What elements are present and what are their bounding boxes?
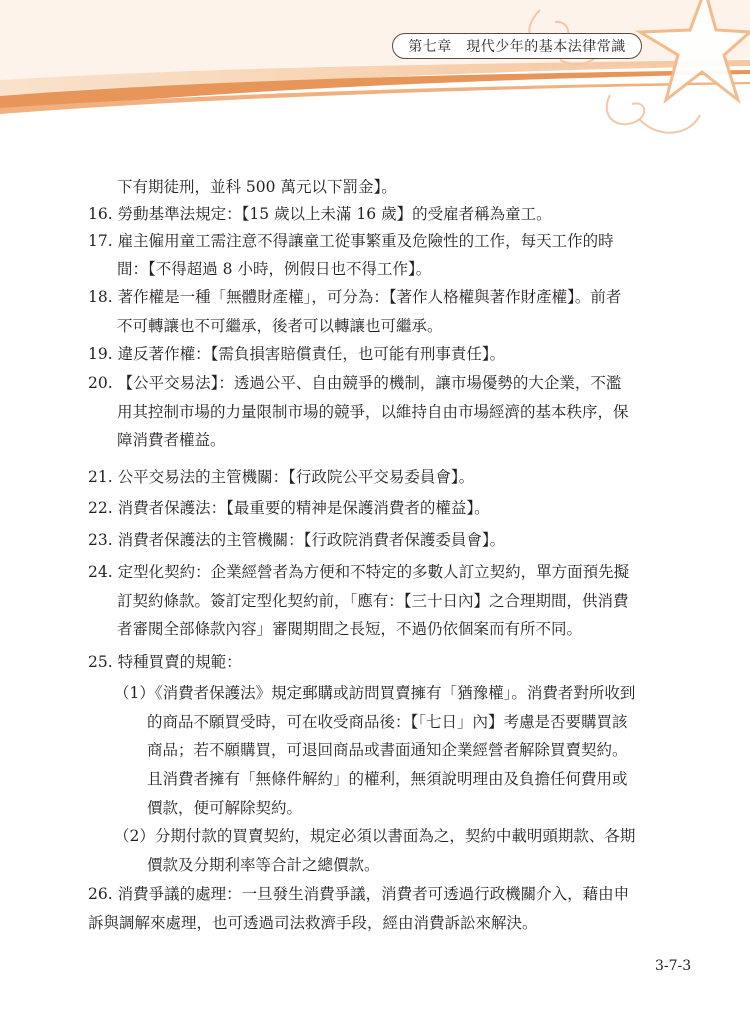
text-line: 的商品不願買受時，可在收受商品後：【「七日」內】考慮是否要購買該 — [147, 713, 628, 731]
list-item-16: 16. 勞動基準法規定：【15 歲以上未滿 16 歲】的受雇者稱為童工。 — [88, 205, 552, 223]
text-line: 下有期徒刑，並科 500 萬元以下罰金】。 — [117, 178, 397, 196]
chapter-title: 第七章 現代少年的基本法律常識 — [392, 33, 642, 59]
text-line: 價款，便可解除契約。 — [147, 799, 303, 817]
list-item-26: 26. 消費爭議的處理：一旦發生消費爭議，消費者可透過行政機關介入，藉由申 — [88, 885, 630, 903]
text-line: 不可轉讓也不可繼承，後者可以轉讓也可繼承。 — [117, 317, 443, 335]
list-item-18: 18. 著作權是一種「無體財產權」，可分為：【著作人格權與著作財產權】。前者 — [88, 288, 622, 306]
text-line: 訴與調解來處理，也可透過司法救濟手段，經由消費訴訟來解決。 — [88, 914, 538, 932]
sub-item-1: （1）《消費者保護法》規定郵購或訪問買賣擁有「猶豫權」。消費者對所收到 — [114, 684, 636, 702]
list-item-20: 20. 【公平交易法】：透過公平、自由競爭的機制，讓市場優勢的大企業，不濫 — [88, 374, 622, 392]
page-number: 3-7-3 — [655, 958, 692, 974]
text-line: 訂契約條款。簽訂定型化契約前，「應有：【三十日內】之合理期間，供消費 — [117, 592, 629, 610]
text-line: 價款及分期利率等合計之總價款。 — [147, 856, 380, 874]
text-line: 且消費者擁有「無條件解約」的權利，無須說明理由及負擔任何費用或 — [147, 770, 628, 788]
list-item-21: 21. 公平交易法的主管機關：【行政院公平交易委員會】。 — [88, 468, 475, 486]
list-item-25: 25. 特種買賣的規範： — [88, 653, 242, 671]
list-item-23: 23. 消費者保護法的主管機關：【行政院消費者保護委員會】。 — [88, 531, 506, 549]
text-line: 者審閱全部條款內容」審閱期間之長短，不過仍依個案而有所不同。 — [117, 620, 583, 638]
text-line: 商品；若不願購買，可退回商品或書面通知企業經營者解除買賣契約。 — [147, 741, 628, 759]
list-item-17: 17. 雇主僱用童工需注意不得讓童工從事繁重及危險性的工作，每天工作的時 — [88, 232, 614, 250]
text-line: 間：【不得超過 8 小時，例假日也不得工作】。 — [117, 260, 432, 278]
list-item-24: 24. 定型化契約：企業經營者為方便和不特定的多數人訂立契約，單方面預先擬 — [88, 563, 630, 581]
sub-item-2: （2）分期付款的買賣契約，規定必須以書面為之，契約中載明頭期款、各期 — [114, 827, 636, 845]
list-item-19: 19. 違反著作權：【需負損害賠償責任，也可能有刑事責任】。 — [88, 345, 506, 363]
text-line: 用其控制市場的力量限制市場的競爭，以維持自由市場經濟的基本秩序，保 — [117, 403, 629, 421]
list-item-22: 22. 消費者保護法：【最重要的精神是保護消費者的權益】。 — [88, 499, 490, 517]
header-decoration — [0, 0, 750, 150]
text-line: 障消費者權益。 — [117, 431, 226, 449]
